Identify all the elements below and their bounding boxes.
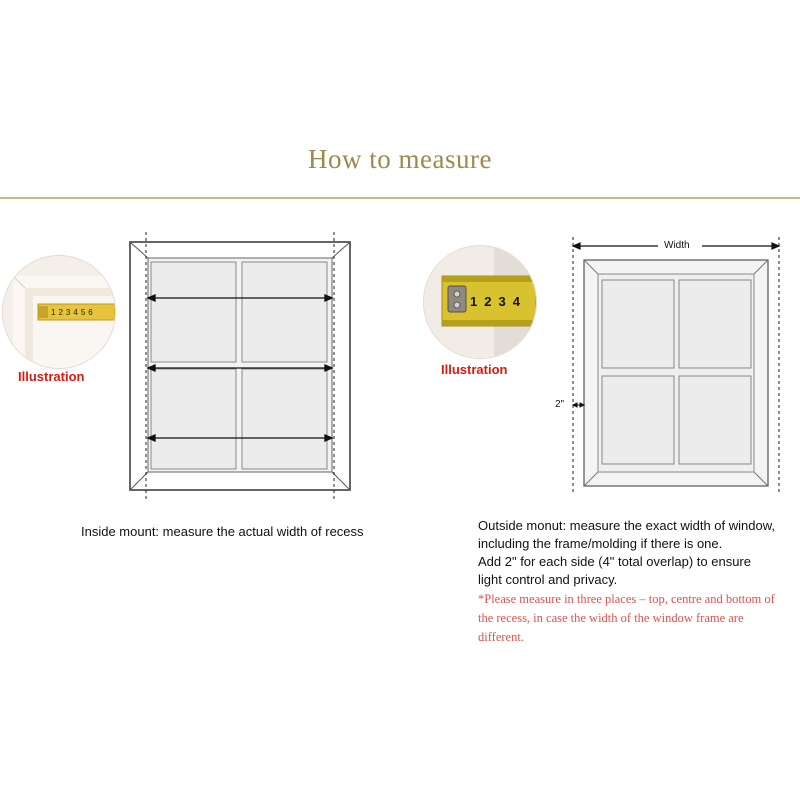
note-line: different. xyxy=(478,630,524,644)
outside-mount-illustration-photo xyxy=(423,245,537,359)
width-label: Width xyxy=(664,240,690,251)
illustration-label-left: Illustration xyxy=(18,369,85,384)
outside-mount-window-diagram xyxy=(548,232,798,500)
illustration-label-right: Illustration xyxy=(441,362,508,377)
tape-measure-digits-right: 1 2 3 4 xyxy=(470,293,520,309)
caption-line: Outside monut: measure the exact width of window, xyxy=(478,518,775,533)
inside-mount-illustration-photo xyxy=(2,255,116,369)
inside-mount-caption: Inside mount: measure the actual width of recess xyxy=(81,524,364,539)
title-divider xyxy=(0,197,800,199)
note-line: *Please measure in three places – top, centre and bottom of xyxy=(478,592,775,606)
page-title: How to measure xyxy=(308,144,492,174)
inside-mount-window-diagram xyxy=(124,232,358,500)
overlap-label: 2" xyxy=(555,399,565,410)
note-line: the recess, in case the width of the window frame are xyxy=(478,611,744,625)
measure-note xyxy=(478,590,798,647)
tape-measure-digits-left: 1 2 3 4 5 6 xyxy=(51,307,93,317)
caption-line: including the frame/molding if there is one. xyxy=(478,536,723,551)
caption-line: light control and privacy. xyxy=(478,572,618,587)
caption-line: Add 2" for each side (4" total overlap) to ensure xyxy=(478,554,751,569)
outside-mount-caption xyxy=(478,517,798,589)
